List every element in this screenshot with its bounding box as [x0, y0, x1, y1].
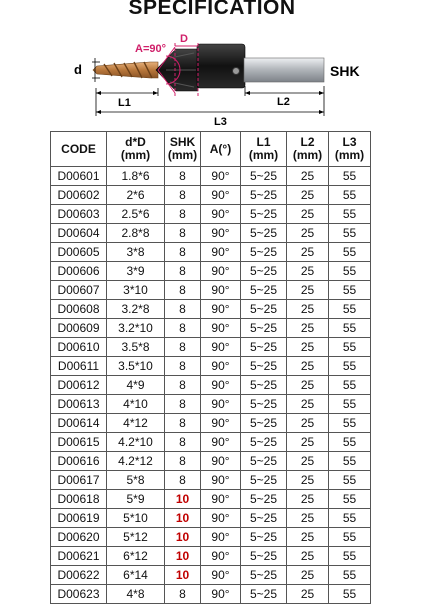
cell-angle: 90° — [201, 452, 241, 471]
cell-l3: 55 — [329, 395, 371, 414]
cell-angle: 90° — [201, 186, 241, 205]
cell-l1: 5~25 — [241, 566, 287, 585]
cell-l2: 25 — [287, 566, 329, 585]
cell-code: D00617 — [51, 471, 107, 490]
cell-l1: 5~25 — [241, 376, 287, 395]
cell-angle: 90° — [201, 509, 241, 528]
cell-l2: 25 — [287, 186, 329, 205]
table-row — [51, 471, 371, 490]
drill-diagram — [0, 30, 424, 130]
cell-dD: 5*12 — [107, 528, 165, 547]
cell-l3: 55 — [329, 224, 371, 243]
cell-dD: 4.2*10 — [107, 433, 165, 452]
cell-dD: 6*14 — [107, 566, 165, 585]
cell-code: D00608 — [51, 300, 107, 319]
cell-l2: 25 — [287, 528, 329, 547]
cell-l1: 5~25 — [241, 281, 287, 300]
cell-angle: 90° — [201, 319, 241, 338]
cell-shk: 8 — [165, 452, 201, 471]
cell-code: D00619 — [51, 509, 107, 528]
cell-code: D00620 — [51, 528, 107, 547]
table-row — [51, 357, 371, 376]
table-row — [51, 566, 371, 585]
table-row — [51, 224, 371, 243]
table-row — [51, 452, 371, 471]
cell-angle: 90° — [201, 528, 241, 547]
table-row — [51, 528, 371, 547]
cell-l3: 55 — [329, 376, 371, 395]
header-l2: L2 (mm) — [287, 132, 329, 167]
cell-l3: 55 — [329, 414, 371, 433]
cell-angle: 90° — [201, 414, 241, 433]
cell-l2: 25 — [287, 300, 329, 319]
cell-l3: 55 — [329, 338, 371, 357]
cell-dD: 2.5*6 — [107, 205, 165, 224]
cell-angle: 90° — [201, 585, 241, 604]
specification-table — [50, 131, 371, 604]
cell-l2: 25 — [287, 433, 329, 452]
table-row — [51, 186, 371, 205]
table-row — [51, 338, 371, 357]
cell-l3: 55 — [329, 566, 371, 585]
l2-label: L2 — [277, 96, 290, 108]
drill-bit — [93, 62, 158, 78]
cell-angle: 90° — [201, 376, 241, 395]
cell-l3: 55 — [329, 243, 371, 262]
cell-l2: 25 — [287, 585, 329, 604]
cell-code: D00606 — [51, 262, 107, 281]
cell-l2: 25 — [287, 414, 329, 433]
cell-angle: 90° — [201, 490, 241, 509]
cell-shk: 8 — [165, 376, 201, 395]
cell-l3: 55 — [329, 547, 371, 566]
cell-l1: 5~25 — [241, 224, 287, 243]
cell-shk: 8 — [165, 224, 201, 243]
cell-code: D00615 — [51, 433, 107, 452]
cell-shk: 8 — [165, 243, 201, 262]
cell-shk: 8 — [165, 167, 201, 186]
cell-code: D00602 — [51, 186, 107, 205]
cell-code: D00614 — [51, 414, 107, 433]
cell-code: D00612 — [51, 376, 107, 395]
cell-angle: 90° — [201, 300, 241, 319]
header-l1: L1 (mm) — [241, 132, 287, 167]
l2-dimension — [245, 86, 324, 108]
cell-angle: 90° — [201, 395, 241, 414]
header-code: CODE — [51, 132, 107, 167]
cell-code: D00618 — [51, 490, 107, 509]
cell-l3: 55 — [329, 490, 371, 509]
cell-angle: 90° — [201, 224, 241, 243]
cell-code: D00613 — [51, 395, 107, 414]
cell-l2: 25 — [287, 490, 329, 509]
cell-dD: 3.5*8 — [107, 338, 165, 357]
cell-angle: 90° — [201, 433, 241, 452]
cell-shk: 8 — [165, 414, 201, 433]
cell-code: D00604 — [51, 224, 107, 243]
cell-angle: 90° — [201, 357, 241, 376]
cell-dD: 5*8 — [107, 471, 165, 490]
header-dD: d*D (mm) — [107, 132, 165, 167]
cell-dD: 5*9 — [107, 490, 165, 509]
cell-dD: 2*6 — [107, 186, 165, 205]
table-row — [51, 585, 371, 604]
cell-dD: 1.8*6 — [107, 167, 165, 186]
cell-dD: 4*12 — [107, 414, 165, 433]
cell-code: D00603 — [51, 205, 107, 224]
l3-label: L3 — [214, 116, 227, 128]
table-row — [51, 395, 371, 414]
cell-shk: 10 — [165, 566, 201, 585]
cell-shk: 8 — [165, 262, 201, 281]
cell-shk: 8 — [165, 186, 201, 205]
table-body — [51, 167, 371, 604]
cell-dD: 5*10 — [107, 509, 165, 528]
cell-l3: 55 — [329, 205, 371, 224]
table-header-row — [51, 132, 371, 167]
table-row — [51, 300, 371, 319]
cell-angle: 90° — [201, 205, 241, 224]
cell-l2: 25 — [287, 319, 329, 338]
cell-l3: 55 — [329, 167, 371, 186]
cell-shk: 10 — [165, 490, 201, 509]
cell-l1: 5~25 — [241, 338, 287, 357]
cell-l1: 5~25 — [241, 395, 287, 414]
cell-shk: 8 — [165, 433, 201, 452]
upper-diameter-label: D — [180, 33, 188, 45]
cell-l2: 25 — [287, 395, 329, 414]
cell-l1: 5~25 — [241, 167, 287, 186]
l1-dimension — [96, 88, 158, 109]
cell-l1: 5~25 — [241, 205, 287, 224]
cell-l1: 5~25 — [241, 262, 287, 281]
cell-l3: 55 — [329, 319, 371, 338]
table-row — [51, 319, 371, 338]
cell-l1: 5~25 — [241, 547, 287, 566]
table-row — [51, 243, 371, 262]
cell-l1: 5~25 — [241, 414, 287, 433]
cell-dD: 3*8 — [107, 243, 165, 262]
cell-l1: 5~25 — [241, 471, 287, 490]
cell-l1: 5~25 — [241, 490, 287, 509]
cell-l3: 55 — [329, 452, 371, 471]
cell-dD: 3.2*8 — [107, 300, 165, 319]
cell-l1: 5~25 — [241, 528, 287, 547]
cell-l3: 55 — [329, 433, 371, 452]
cell-l1: 5~25 — [241, 509, 287, 528]
cell-l3: 55 — [329, 357, 371, 376]
cell-l2: 25 — [287, 452, 329, 471]
cell-dD: 4.2*12 — [107, 452, 165, 471]
header-l3: L3 (mm) — [329, 132, 371, 167]
cell-angle: 90° — [201, 167, 241, 186]
cell-l3: 55 — [329, 300, 371, 319]
table-row — [51, 547, 371, 566]
cell-l2: 25 — [287, 471, 329, 490]
cell-l1: 5~25 — [241, 433, 287, 452]
cell-shk: 8 — [165, 338, 201, 357]
cell-dD: 3.2*10 — [107, 319, 165, 338]
cell-angle: 90° — [201, 262, 241, 281]
cell-angle: 90° — [201, 471, 241, 490]
cell-l1: 5~25 — [241, 357, 287, 376]
cell-angle: 90° — [201, 547, 241, 566]
cell-l3: 55 — [329, 186, 371, 205]
header-shk: SHK (mm) — [165, 132, 201, 167]
table-row — [51, 205, 371, 224]
drill-diagram-svg — [0, 30, 424, 130]
cell-angle: 90° — [201, 281, 241, 300]
table-row — [51, 281, 371, 300]
cell-dD: 3.5*10 — [107, 357, 165, 376]
cell-dD: 3*9 — [107, 262, 165, 281]
cell-shk: 8 — [165, 300, 201, 319]
cell-code: D00623 — [51, 585, 107, 604]
table-row — [51, 490, 371, 509]
cell-shk: 8 — [165, 357, 201, 376]
cell-code: D00609 — [51, 319, 107, 338]
cell-l3: 55 — [329, 528, 371, 547]
cell-l2: 25 — [287, 224, 329, 243]
cell-code: D00607 — [51, 281, 107, 300]
l1-label: L1 — [118, 97, 131, 109]
table-row — [51, 509, 371, 528]
cell-l1: 5~25 — [241, 319, 287, 338]
cell-dD: 4*9 — [107, 376, 165, 395]
cell-l1: 5~25 — [241, 300, 287, 319]
cell-l3: 55 — [329, 509, 371, 528]
shank-label: SHK — [330, 63, 360, 79]
cell-shk: 10 — [165, 509, 201, 528]
cell-dD: 6*12 — [107, 547, 165, 566]
cell-code: D00616 — [51, 452, 107, 471]
cell-shk: 8 — [165, 281, 201, 300]
cell-shk: 10 — [165, 528, 201, 547]
cell-shk: 10 — [165, 547, 201, 566]
stop-collar — [197, 44, 245, 88]
cell-l2: 25 — [287, 262, 329, 281]
cell-l2: 25 — [287, 338, 329, 357]
cell-l3: 55 — [329, 585, 371, 604]
cell-code: D00605 — [51, 243, 107, 262]
shank — [244, 58, 324, 82]
cell-l2: 25 — [287, 376, 329, 395]
set-screw-icon — [233, 68, 240, 75]
cell-l3: 55 — [329, 471, 371, 490]
cell-l1: 5~25 — [241, 186, 287, 205]
cell-l2: 25 — [287, 509, 329, 528]
table-row — [51, 376, 371, 395]
shaft-diameter-label: d — [74, 62, 82, 77]
table-row — [51, 167, 371, 186]
table-row — [51, 262, 371, 281]
cell-shk: 8 — [165, 585, 201, 604]
cell-code: D00611 — [51, 357, 107, 376]
cell-code: D00622 — [51, 566, 107, 585]
cell-shk: 8 — [165, 205, 201, 224]
cell-l1: 5~25 — [241, 452, 287, 471]
page-title: SPECIFICATION — [128, 0, 296, 19]
cell-shk: 8 — [165, 319, 201, 338]
cell-angle: 90° — [201, 566, 241, 585]
angle-label: A=90° — [135, 43, 167, 55]
cell-dD: 2.8*8 — [107, 224, 165, 243]
cell-shk: 8 — [165, 471, 201, 490]
cell-dD: 3*10 — [107, 281, 165, 300]
cell-dD: 4*8 — [107, 585, 165, 604]
cell-l2: 25 — [287, 357, 329, 376]
header-angle: A(°) — [201, 132, 241, 167]
cell-code: D00601 — [51, 167, 107, 186]
cell-code: D00610 — [51, 338, 107, 357]
cell-l2: 25 — [287, 205, 329, 224]
cell-l2: 25 — [287, 547, 329, 566]
cell-l2: 25 — [287, 281, 329, 300]
cell-l2: 25 — [287, 167, 329, 186]
table-row — [51, 414, 371, 433]
cell-l1: 5~25 — [241, 585, 287, 604]
cell-shk: 8 — [165, 395, 201, 414]
cell-angle: 90° — [201, 338, 241, 357]
countersink-cone — [156, 49, 198, 91]
cell-l2: 25 — [287, 243, 329, 262]
cell-l3: 55 — [329, 262, 371, 281]
table-row — [51, 433, 371, 452]
cell-l3: 55 — [329, 281, 371, 300]
cell-code: D00621 — [51, 547, 107, 566]
cell-dD: 4*10 — [107, 395, 165, 414]
cell-l1: 5~25 — [241, 243, 287, 262]
cell-angle: 90° — [201, 243, 241, 262]
